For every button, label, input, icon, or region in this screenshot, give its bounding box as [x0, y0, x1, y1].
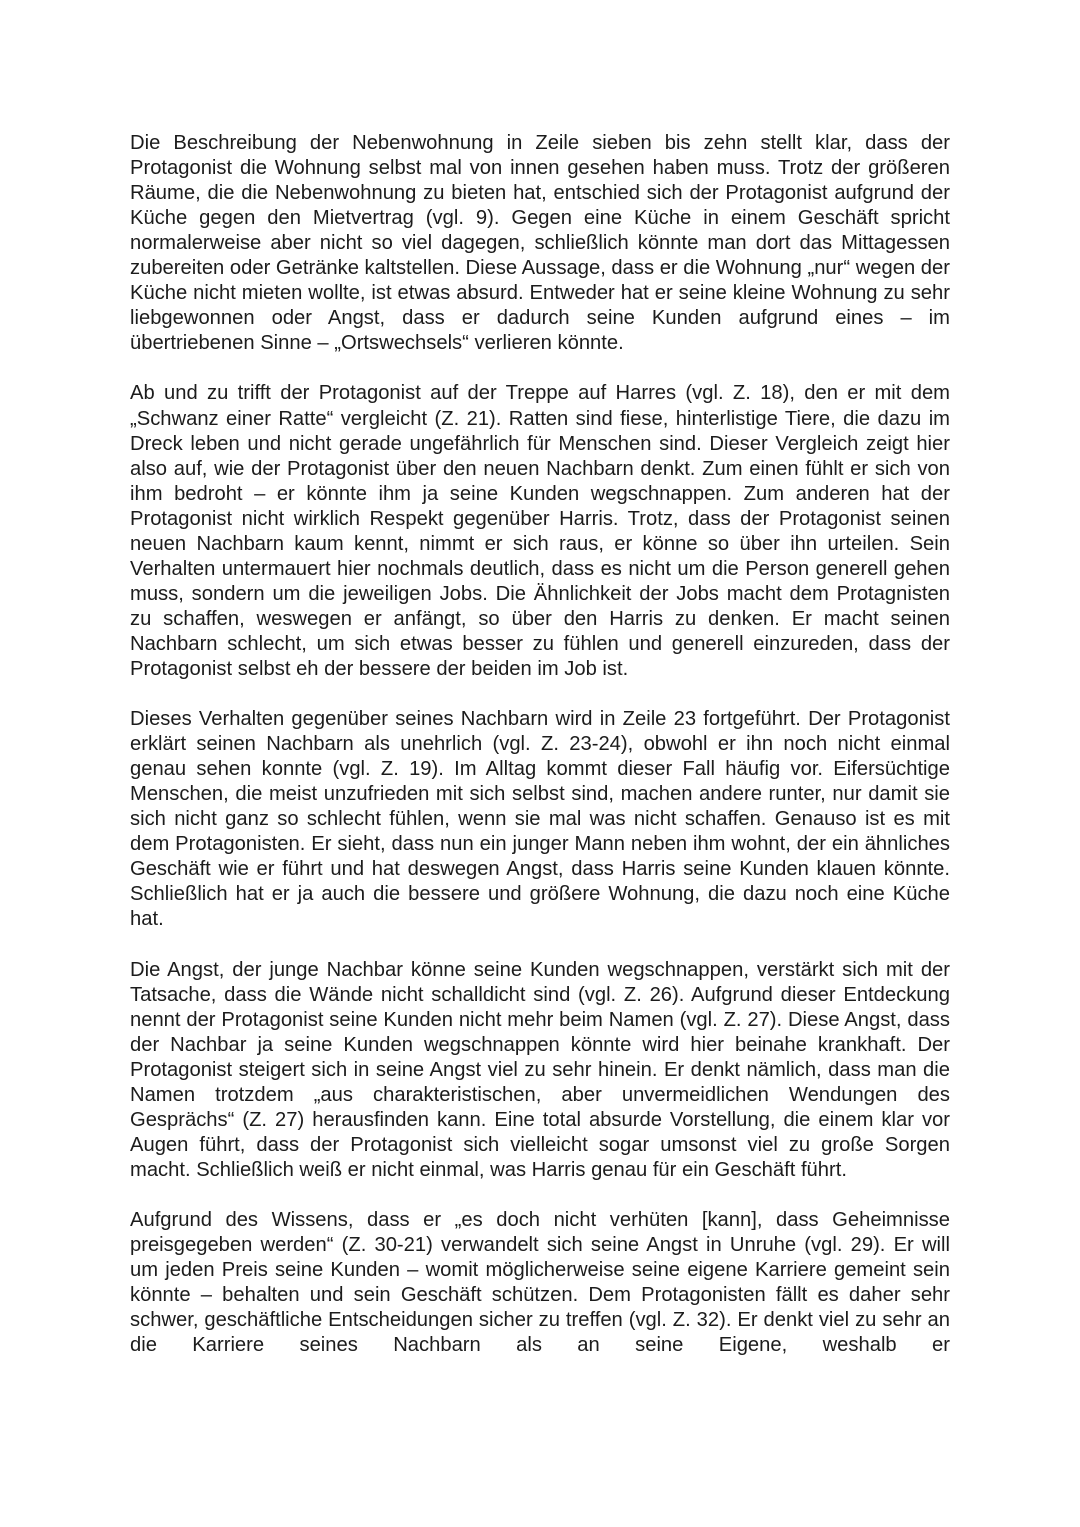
paragraph-1: Die Beschreibung der Nebenwohnung in Zeile sieben bis zehn stellt klar, dass der Protagonist die Wohnung selbst mal von innen gesehen haben muss. Trotz der größeren Räume, die die Nebenwohnung zu bieten hat, entschied sich der Protagonist aufgrund der Küche gegen den Mietvertrag (vgl. 9). Gegen eine Küche in einem Geschäft spricht normalerweise aber nicht so viel dagegen, schließlich könnte man dort das Mittagessen zubereiten oder Getränke kaltstellen. Diese Aussage, dass er die Wohnung „nur“ wegen der Küche nicht mieten wollte, ist etwas absurd. Entweder hat er seine kleine Wohnung zu sehr liebgewonnen oder Angst, dass er dadurch seine Kunden aufgrund eines – im übertriebenen Sinne – „Ortswechsels“ verlieren könnte.: [130, 132, 950, 355]
document-page: [130, 131, 950, 1358]
paragraph-5: Aufgrund des Wissens, dass er „es doch nicht verhüten [kann], dass Geheimnisse preisgegeben werden“ (Z. 30-21) verwandelt sich seine Angst in Unruhe (vgl. 29). Er will um jeden Preis seine Kunden – womit möglicherweise seine eigene Karriere gemeint sein könnte – behalten und sein Geschäft schützen. Dem Protagonisten fällt es daher sehr schwer, geschäftliche Entscheidungen sicher zu treffen (vgl. Z. 32). Er denkt viel zu sehr an die Karriere seines Nachbarn als an seine Eigene, weshalb er: [130, 1209, 950, 1357]
paragraph-4: Die Angst, der junge Nachbar könne seine Kunden wegschnappen, verstärkt sich mit der Tatsache, dass die Wände nicht schalldicht sind (vgl. Z. 26). Aufgrund dieser Entdeckung nennt der Protagonist seine Kunden nicht mehr beim Namen (vgl. Z. 27). Diese Angst, dass der Nachbar ja seine Kunden wegschnappen könnte wird hier beinahe krankhaft. Der Protagonist steigert sich in seine Angst viel zu sehr hinein. Er denkt nämlich, dass man die Namen trotzdem „aus charakteristischen, aber unvermeidlichen Wendungen des Gesprächs“ (Z. 27) herausfinden kann. Eine total absurde Vorstellung, die einem klar vor Augen führt, dass der Protagonist sich vielleicht sogar umsonst viel zu große Sorgen macht. Schließlich weiß er nicht einmal, was Harris genau für ein Geschäft führt.: [130, 958, 950, 1181]
paragraph-3: Dieses Verhalten gegenüber seines Nachbarn wird in Zeile 23 fortgeführt. Der Protagonist erklärt seinen Nachbarn als unehrlich (vgl. Z. 23-24), obwohl er ihn noch nicht einmal genau sehen konnte (vgl. Z. 19). Im Alltag kommt dieser Fall häufig vor. Eifersüchtige Menschen, die meist unzufrieden mit sich selbst sind, machen andere runter, nur damit sie sich nicht ganz so schlecht fühlen, wenn sie mal was nicht schaffen. Genauso ist es mit dem Protagonisten. Er sieht, dass nun ein junger Mann neben ihm wohnt, der ein ähnliches Geschäft wie er führt und hat deswegen Angst, dass Harris seine Kunden klauen könnte. Schließlich hat er ja auch die bessere und größere Wohnung, die dazu noch eine Küche hat.: [130, 708, 950, 931]
paragraph-2: Ab und zu trifft der Protagonist auf der Treppe auf Harres (vgl. Z. 18), den er mit dem „Schwanz einer Ratte“ vergleicht (Z. 21). Ratten sind fiese, hinterlistige Tiere, die dazu im Dreck leben und nicht gerade ungefährlich für Menschen sind. Dieser Vergleich zeigt hier also auf, wie der Protagonist über den neuen Nachbarn denkt. Zum einen fühlt er sich von ihm bedroht – er könnte ihm ja seine Kunden wegschnappen. Zum anderen hat der Protagonist nicht wirklich Respekt gegenüber Harris. Trotz, dass der Protagonist seinen neuen Nachbarn kaum kennt, nimmt er sich raus, er könne so über ihn urteilen. Sein Verhalten untermauert hier nochmals deutlich, dass es nicht um die Person generell gehen muss, sondern um die jeweiligen Jobs. Die Ähnlichkeit der Jobs macht dem Protagnisten zu schaffen, weswegen er anfängt, so über den Harris zu denken. Er macht seinen Nachbarn schlecht, um sich etwas besser zu fühlen und generell einzureden, dass der Protagonist selbst eh der bessere der beiden im Job ist.: [130, 382, 950, 680]
